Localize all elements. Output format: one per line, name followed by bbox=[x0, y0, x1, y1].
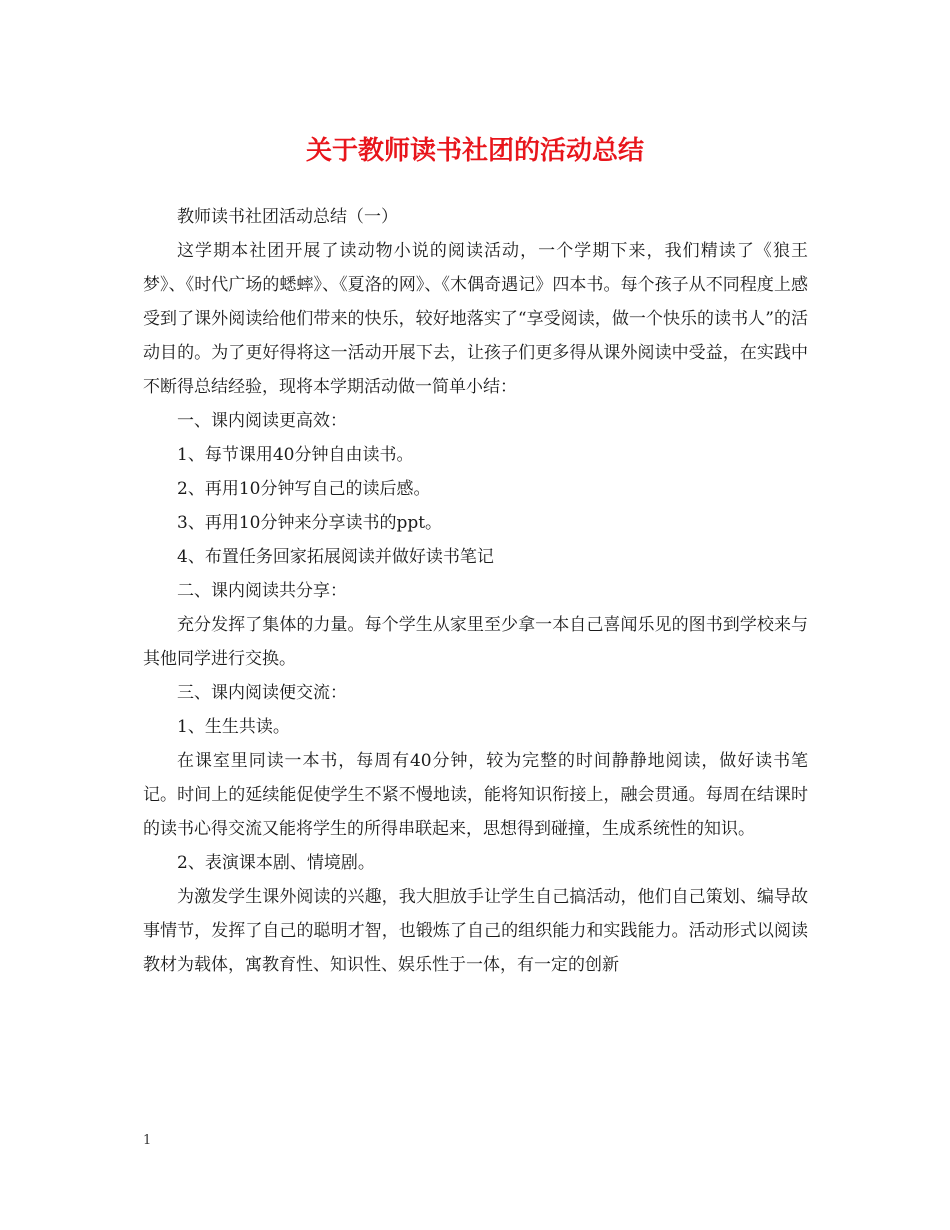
body-paragraph: 为激发学生课外阅读的兴趣，我大胆放手让学生自己搞活动，他们自己策划、编导故事情节，发挥了自己的聪明才智，也锻炼了自己的组织能力和实践能力。活动形式以阅读教材为载体，寓教育性、知识性、娱乐性于一体，有一定的创新 bbox=[143, 887, 808, 975]
list-heading: 三、课内阅读便交流： bbox=[177, 683, 347, 703]
page-number: 1 bbox=[143, 1133, 152, 1148]
section-heading: 教师读书社团活动总结（一） bbox=[177, 207, 398, 227]
list-item: 2、再用10分钟写自己的读后感。 bbox=[177, 479, 431, 499]
body-paragraph: 充分发挥了集体的力量。每个学生从家里至少拿一本自己喜闻乐见的图书到学校来与其他同学进行交换。 bbox=[143, 615, 808, 669]
list-item: 2、表演课本剧、情境剧。 bbox=[177, 853, 375, 873]
body-paragraph: 在课室里同读一本书，每周有40分钟，较为完整的时间静静地阅读，做好读书笔记。时间上的延续能促使学生不紧不慢地读，能将知识衔接上，融会贯通。每周在结课时的读书心得交流又能将学生的所得串联起来，思想得到碰撞，生成系统性的知识。 bbox=[143, 751, 808, 839]
list-item: 1、每节课用40分钟自由读书。 bbox=[177, 445, 414, 465]
list-item: 3、再用10分钟来分享读书的ppt。 bbox=[177, 513, 443, 533]
list-item: 4、布置任务回家拓展阅读并做好读书笔记 bbox=[177, 547, 494, 567]
list-heading: 二、课内阅读共分享： bbox=[177, 581, 347, 601]
list-heading: 一、课内阅读更高效： bbox=[177, 411, 347, 431]
list-item: 1、生生共读。 bbox=[177, 717, 290, 737]
intro-paragraph: 这学期本社团开展了读动物小说的阅读活动，一个学期下来，我们精读了《狼王梦》、《时代广场的蟋蟀》、《夏洛的网》、《木偶奇遇记》四本书。每个孩子从不同程度上感受到了课外阅读给他们带来的快乐，较好地落实了“享受阅读，做一个快乐的读书人”的活动目的。为了更好得将这一活动开展下去，让孩子们更多得从课外阅读中受益，在实践中不断得总结经验，现将本学期活动做一简单小结： bbox=[143, 241, 808, 397]
document-body bbox=[143, 200, 808, 982]
document-title: 关于教师读书社团的活动总结 bbox=[305, 136, 644, 166]
